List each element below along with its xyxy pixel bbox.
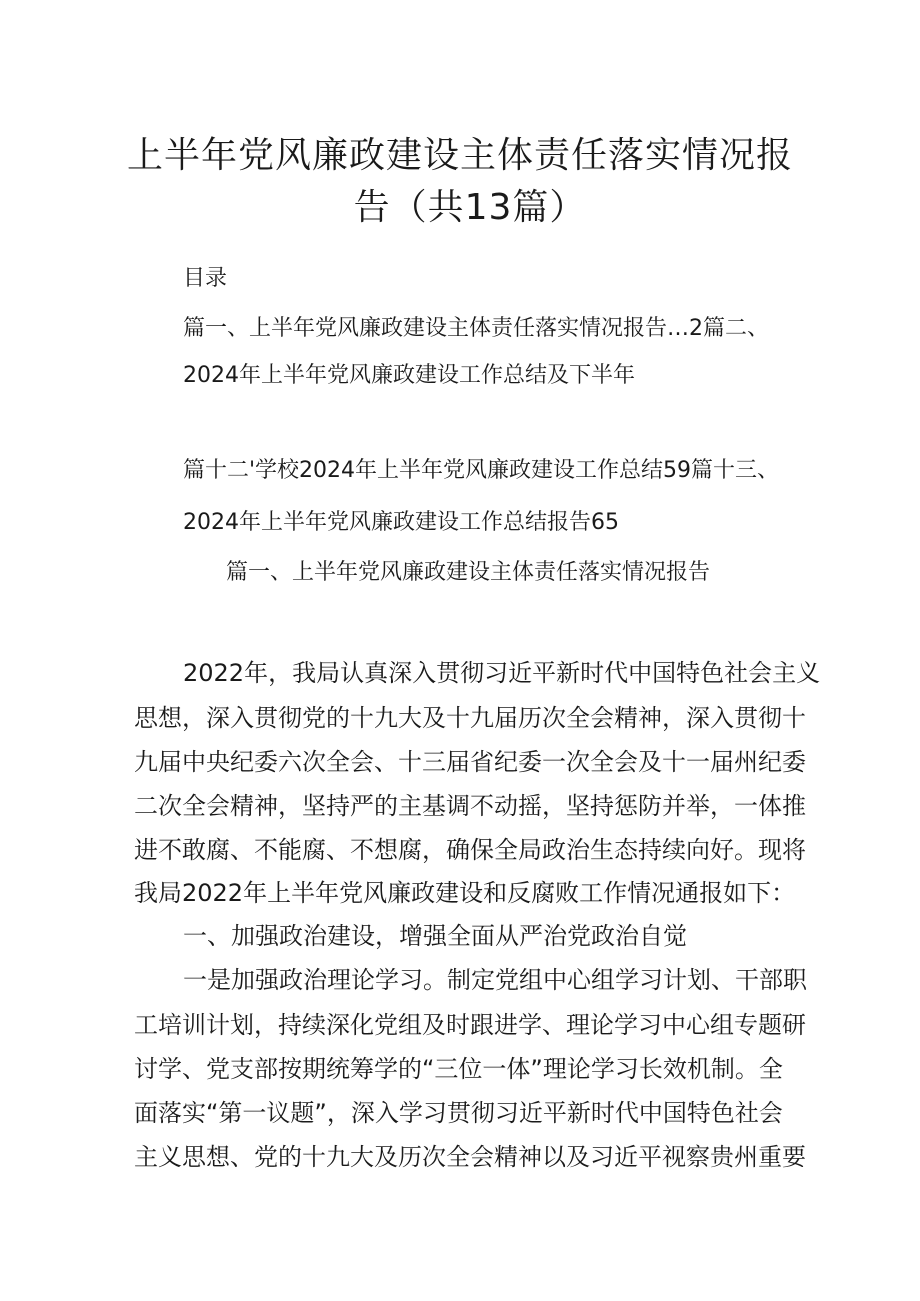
body-paragraph-line: 二次全会精神，坚持严的主基调不动摇，坚持惩防并举，一体推 (134, 792, 806, 820)
body-paragraph-line: 思想，深入贯彻党的十九大及十九届历次全会精神，深入贯彻十 (134, 704, 806, 732)
body-subheading: 一、加强政治建设，增强全面从严治党政治自觉 (183, 922, 687, 950)
body-paragraph-line: 面落实“第一议题”，深入学习贯彻习近平新时代中国特色社会 (134, 1099, 783, 1127)
body-paragraph-line: 一是加强政治理论学习。制定党组中心组学习计划、干部职 (183, 966, 807, 994)
toc-line: 2024年上半年党风廉政建设工作总结及下半年 (183, 363, 635, 388)
toc-heading: 目录 (183, 266, 228, 291)
toc-line: 篇十二'学校2024年上半年党风廉政建设工作总结59篇十三、 (183, 458, 780, 483)
document-title-line-2: 告（共13篇） (353, 187, 587, 228)
body-paragraph-line: 九届中央纪委六次全会、十三届省纪委一次全会及十一届州纪委 (134, 748, 806, 776)
body-paragraph-line: 讨学、党支部按期统筹学的“三位一体”理论学习长效机制。全 (134, 1055, 783, 1083)
body-paragraph-line: 2022年，我局认真深入贯彻习近平新时代中国特色社会主义 (183, 659, 821, 687)
body-paragraph-line: 我局2022年上半年党风廉政建设和反腐败工作情况通报如下： (134, 879, 796, 907)
toc-line: 2024年上半年党风廉政建设工作总结报告65 (183, 510, 619, 535)
section-heading: 篇一、上半年党风廉政建设主体责任落实情况报告 (226, 560, 711, 585)
toc-line: 篇一、上半年党风廉政建设主体责任落实情况报告…2篇二、 (183, 316, 769, 341)
body-paragraph-line: 主义思想、党的十九大及历次全会精神以及习近平视察贵州重要 (134, 1143, 806, 1171)
body-paragraph-line: 工培训计划，持续深化党组及时跟进学、理论学习中心组专题研 (134, 1011, 806, 1039)
body-paragraph-line: 进不敢腐、不能腐、不想腐，确保全局政治生态持续向好。现将 (134, 836, 806, 864)
document-title-line-1: 上半年党风廉政建设主体责任落实情况报 (126, 135, 793, 176)
